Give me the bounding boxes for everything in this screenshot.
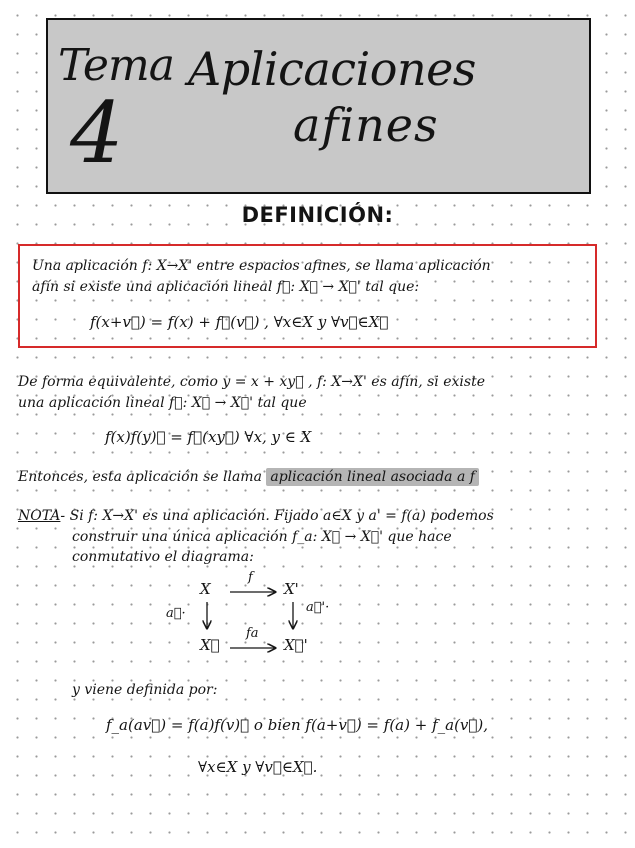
diagram-bottom-arrow-label: fa [246,626,259,641]
diagram-top-left: X [200,580,211,598]
diagram-arrows [160,570,350,660]
diagram-top-right: X' [284,580,299,598]
title-box [46,18,591,194]
equivalent-formula: f(x)f(y)⃗ = f⃗(xy⃗) ∀x, y ∈ X [105,428,312,446]
definition-line1: Una aplicación f: X→X' entre espacios afines, se llama aplicación [32,258,491,274]
nota-label: NOTA [18,508,61,524]
title-line1: Aplicaciones [188,42,476,96]
entonces-text: Entonces, esta aplicación se llama [18,469,262,485]
nota-line2: construir una única aplicación f_a: X⃗ → X⃗' que hace [72,529,452,545]
given-by-formula: f_a(av⃗) = f(a)f(v)⃗ o bien f(a+v⃗) = f(a) + f_a(v⃗), [106,716,489,734]
title-line2: afines [293,98,439,152]
equivalent-line2: una aplicación lineal f⃗: X⃗ → X⃗' tal que [18,395,307,411]
nota-line3: conmutativo el diagrama: [72,549,254,565]
diagram-right-arrow-label: a⃗'· [306,600,330,615]
tema-number: 4 [70,84,124,182]
given-by-quantifier: ∀x∈X y ∀v⃗∈X⃗. [198,758,318,776]
nota-text1: - Si f: X→X' es una aplicación. Fijado a∈X y a' = f(a) podemos [60,508,494,524]
definition-heading: DEFINICIÓN: [241,203,394,227]
tema-word: Tema [58,40,174,91]
definition-line2: afín si existe una aplicación lineal f⃗: X⃗ → X⃗' tal que: [32,279,420,295]
diagram-top-arrow-label: f [248,570,253,585]
highlighted-term: aplicación lineal asociada a f [266,468,479,486]
nota-line1 [18,508,494,524]
equivalent-line1: De forma equivalente, como y = x + xy⃗ , f: X→X' es afín, si existe [18,374,485,390]
commutative-diagram [160,570,350,660]
definition-formula: f(x+v⃗) = f(x) + f⃗(v⃗) , ∀x∈X y ∀v⃗∈X⃗ [90,313,389,331]
diagram-left-arrow-label: a⃗· [166,606,186,621]
given-by-text: y viene definida por: [72,682,218,698]
diagram-bottom-right: X⃗' [284,636,308,654]
entonces-line [18,469,479,485]
diagram-bottom-left: X⃗ [200,636,220,654]
